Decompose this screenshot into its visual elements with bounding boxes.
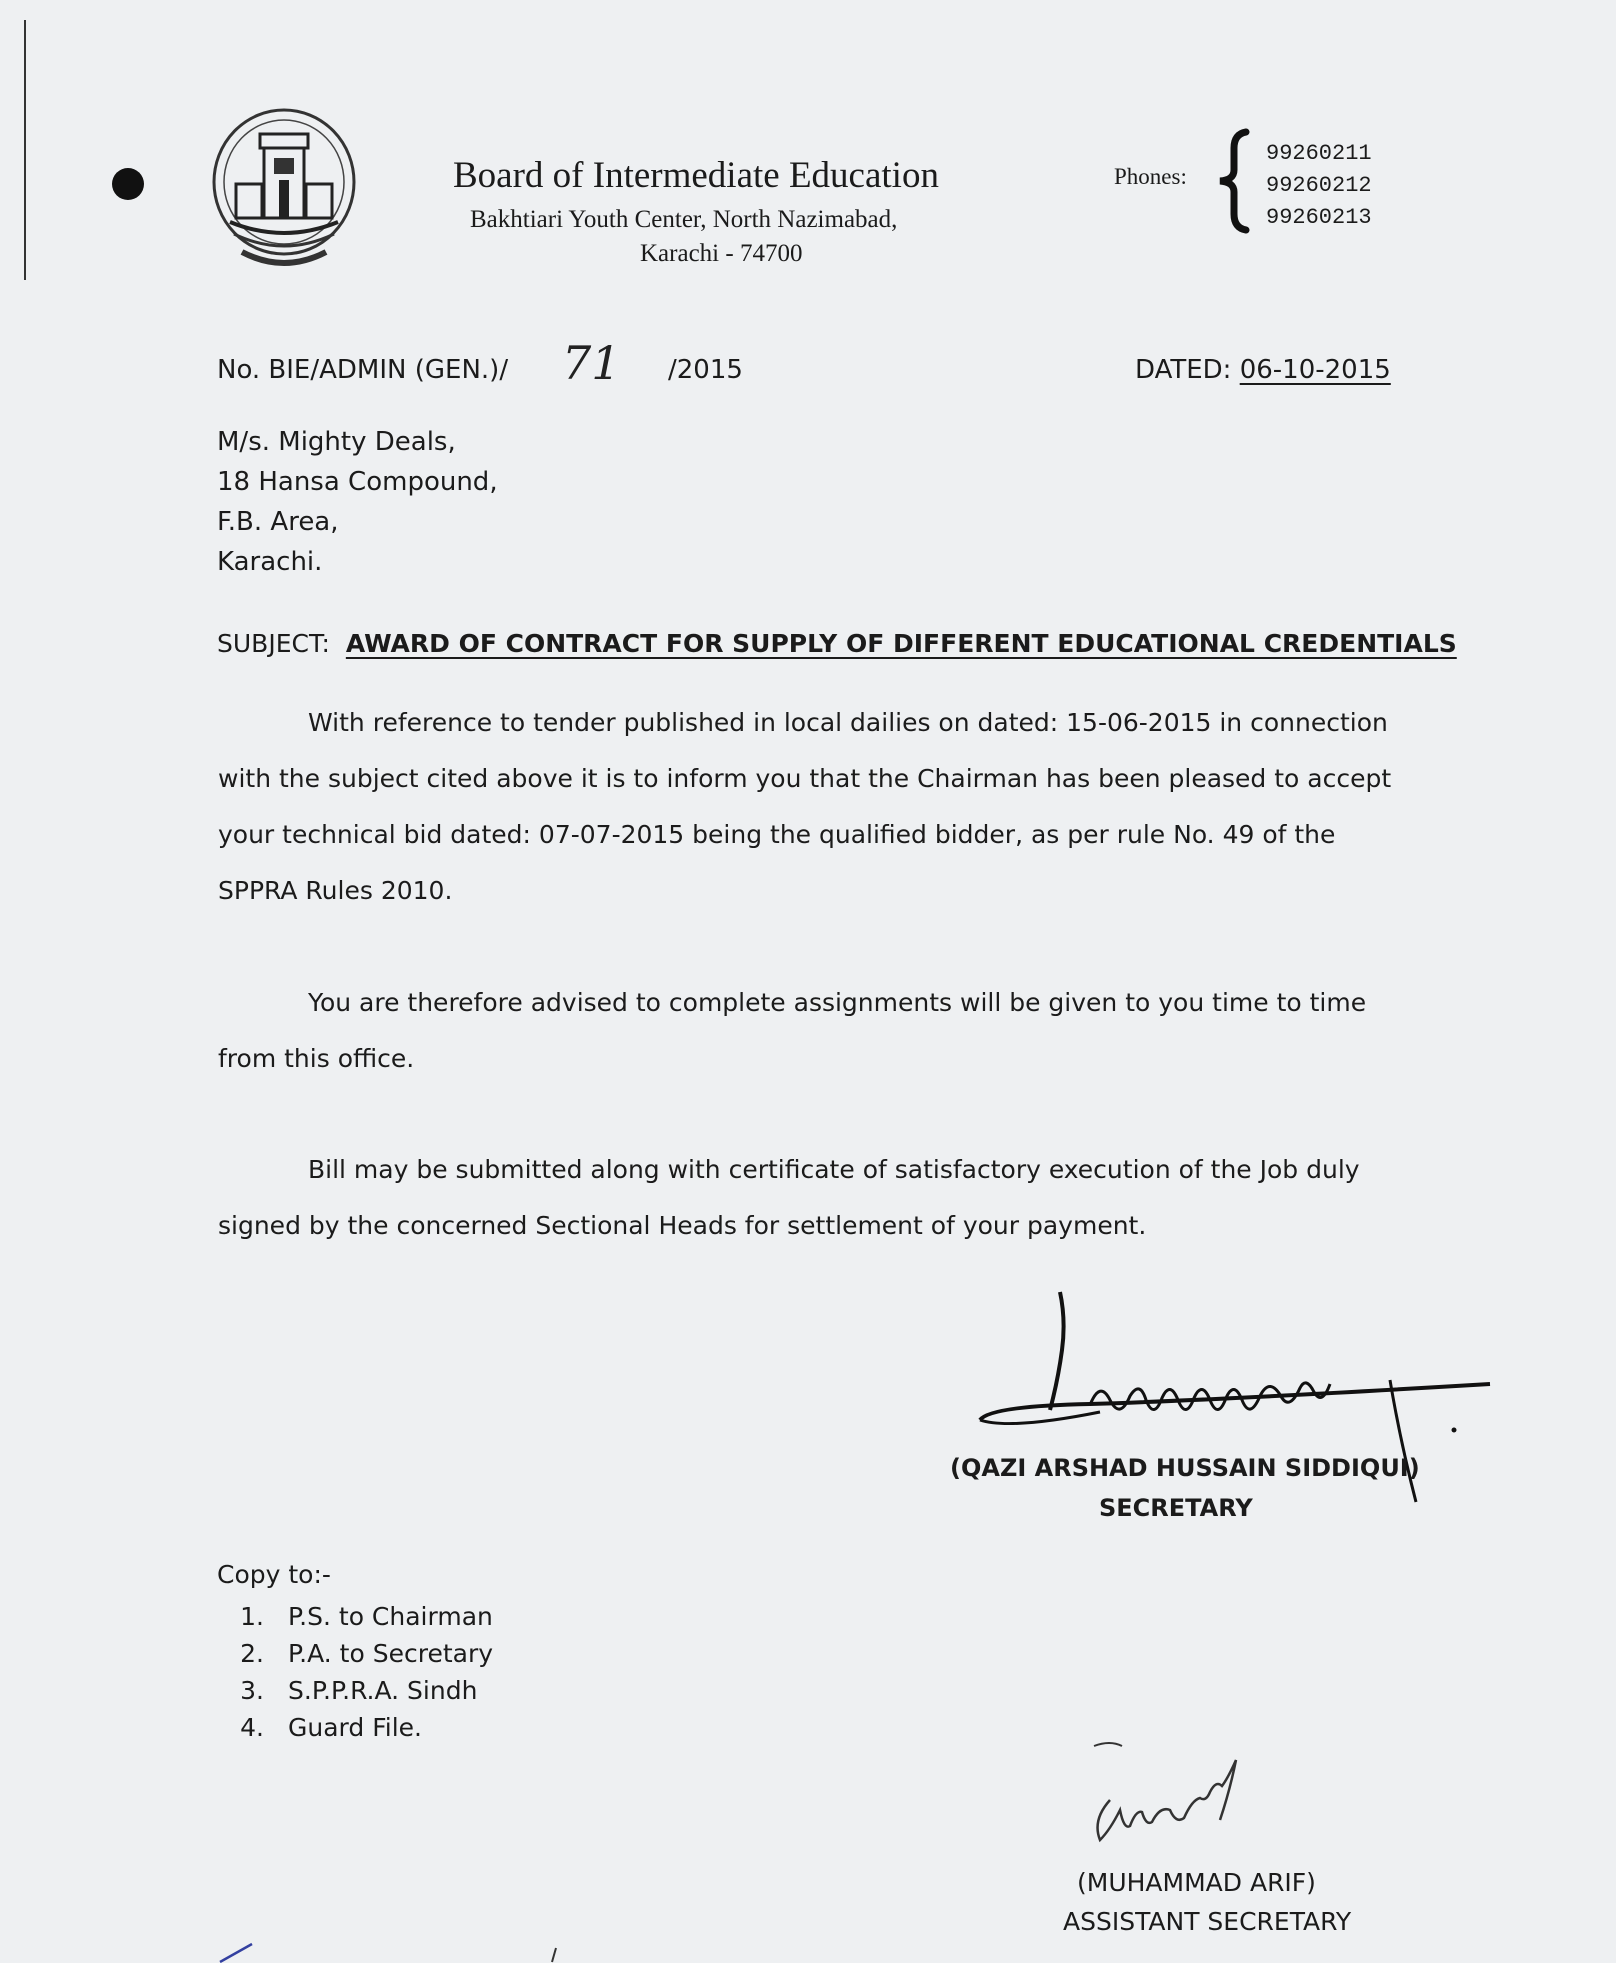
address-line-1: Bakhtiari Youth Center, North Nazimabad, bbox=[470, 206, 898, 233]
list-number: 4. bbox=[240, 1713, 264, 1742]
list-text: P.S. to Chairman bbox=[288, 1602, 493, 1631]
punch-hole-mark bbox=[112, 168, 144, 200]
recipient-line: 18 Hansa Compound, bbox=[217, 467, 498, 497]
secretary-signature bbox=[970, 1280, 1510, 1520]
copy-to-label: Copy to:- bbox=[217, 1560, 331, 1589]
list-text: Guard File. bbox=[288, 1713, 422, 1742]
paragraph-text: With reference to tender published in local dailies on dated: 15-06-2015 in connection with the subject cited above it is to inform you that the Chairman has been pleased to accept your technical bid dated: 07-07-2015 being the qualified bidder, as per rule No. 49 of the SPPRA Rules 2010. bbox=[218, 708, 1392, 905]
list-number: 1. bbox=[240, 1602, 264, 1631]
body-paragraph bbox=[218, 975, 1408, 1087]
signatory-name: (QAZI ARSHAD HUSSAIN SIDDIQUI) bbox=[950, 1454, 1420, 1482]
phone-number: 99260212 bbox=[1266, 173, 1372, 198]
subject-label: SUBJECT: bbox=[217, 629, 330, 658]
board-seal-logo bbox=[208, 104, 360, 276]
phone-number: 99260213 bbox=[1266, 205, 1372, 230]
paragraph-text: You are therefore advised to complete assignments will be given to you time to time from this office. bbox=[218, 988, 1367, 1073]
assistant-secretary-signature bbox=[1080, 1740, 1300, 1860]
body-paragraph bbox=[218, 1142, 1408, 1254]
scan-edge-line bbox=[24, 20, 26, 280]
list-item bbox=[220, 1635, 493, 1672]
subject-text: AWARD OF CONTRACT FOR SUPPLY OF DIFFERENT EDUCATIONAL CREDENTIALS bbox=[345, 629, 1457, 658]
reference-suffix: /2015 bbox=[668, 355, 743, 385]
signatory-title: SECRETARY bbox=[1099, 1494, 1253, 1522]
recipient-address bbox=[217, 422, 498, 582]
list-number: 3. bbox=[240, 1676, 264, 1705]
phone-number: 99260211 bbox=[1266, 141, 1372, 166]
recipient-line: M/s. Mighty Deals, bbox=[217, 427, 456, 457]
handwritten-ref-number: 71 bbox=[562, 336, 621, 390]
phone-list bbox=[1266, 138, 1372, 234]
org-name: Board of Intermediate Education bbox=[453, 155, 939, 196]
brace-icon bbox=[1212, 128, 1252, 234]
list-text: P.A. to Secretary bbox=[288, 1639, 494, 1668]
list-item bbox=[220, 1672, 493, 1709]
phones-label: Phones: bbox=[1114, 164, 1187, 189]
copy-to-list bbox=[220, 1598, 493, 1746]
address-line-2: Karachi - 74700 bbox=[640, 240, 803, 267]
subject-line bbox=[217, 629, 1457, 658]
list-text: S.P.P.R.A. Sindh bbox=[288, 1676, 478, 1705]
pen-mark bbox=[200, 1938, 580, 1963]
recipient-line: F.B. Area, bbox=[217, 507, 339, 537]
assistant-signatory-name: (MUHAMMAD ARIF) bbox=[1077, 1868, 1316, 1897]
dated-value: 06-10-2015 bbox=[1239, 355, 1391, 385]
recipient-line: Karachi. bbox=[217, 547, 323, 577]
assistant-signatory-title: ASSISTANT SECRETARY bbox=[1063, 1907, 1352, 1936]
list-number: 2. bbox=[240, 1639, 264, 1668]
list-item bbox=[220, 1598, 493, 1635]
body-paragraph bbox=[218, 695, 1408, 919]
reference-prefix: No. BIE/ADMIN (GEN.)/ bbox=[217, 355, 509, 385]
dated-label: DATED: bbox=[1135, 355, 1232, 385]
paragraph-text: Bill may be submitted along with certificate of satisfactory execution of the Job duly signed by the concerned Sectional Heads for settlement of your payment. bbox=[218, 1155, 1360, 1240]
list-item bbox=[220, 1709, 493, 1746]
dated-field bbox=[1135, 355, 1391, 385]
